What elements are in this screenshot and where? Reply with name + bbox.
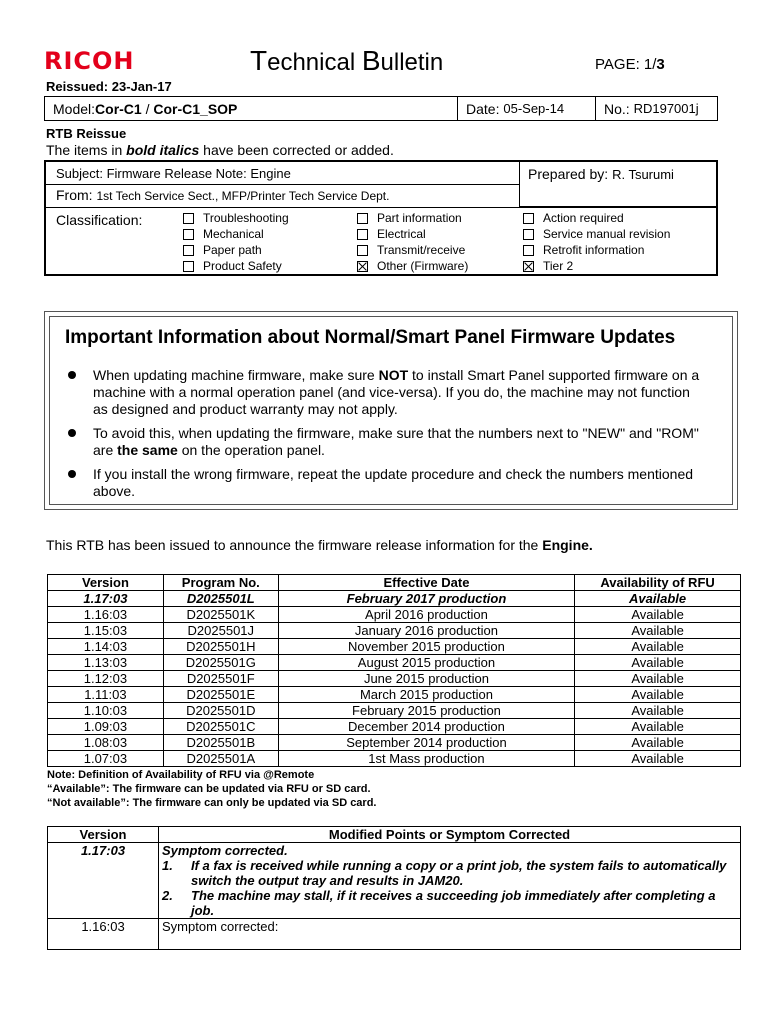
cell-version: 1.12:03: [48, 671, 164, 687]
cell-program-no: D2025501L: [163, 591, 278, 607]
table-row: [48, 751, 741, 767]
cell-version: 1.11:03: [48, 687, 164, 703]
table-row: [48, 607, 741, 623]
important-info-inner: [49, 316, 733, 505]
cell-program-no: D2025501K: [163, 607, 278, 623]
from: [46, 185, 520, 207]
col-modified-points: Modified Points or Symptom Corrected: [159, 827, 741, 843]
table-row: [48, 687, 741, 703]
list-item: [162, 858, 740, 888]
checkbox-empty-icon[interactable]: [357, 213, 368, 224]
cell-program-no: D2025501C: [163, 719, 278, 735]
bullet-1: [68, 367, 708, 418]
checkbox-label: Mechanical: [203, 227, 264, 241]
number-cell: [596, 97, 717, 120]
cell-availability: Available: [575, 703, 741, 719]
cell-version: 1.16:03: [48, 607, 164, 623]
classification-checkbox[interactable]: [523, 258, 573, 274]
intro-pre: This RTB has been issued to announce the firmware release information for the: [46, 537, 543, 553]
classification-checkbox[interactable]: [523, 242, 644, 258]
from-value: 1st Tech Service Sect., MFP/Printer Tech Service Dept.: [96, 189, 390, 203]
cell-availability: Available: [575, 719, 741, 735]
cell-availability: Available: [575, 591, 741, 607]
col-version: Version: [48, 575, 164, 591]
cell-effective-date: March 2015 production: [278, 687, 574, 703]
b1-post: to install Smart Panel supported firmware on a machine with a normal operation panel (and vice-versa). If you do, the machine may not function as designed and product warranty may not apply.: [93, 367, 700, 417]
bullet-2-text: [93, 425, 708, 459]
col-version: Version: [48, 827, 159, 843]
checkbox-label: Paper path: [203, 243, 262, 257]
number-value: RD197001j: [633, 101, 699, 116]
from-label: From:: [56, 187, 97, 203]
prepared-by: [520, 162, 716, 207]
list-item: [162, 888, 740, 918]
b2-post: on the operation panel.: [177, 442, 325, 458]
col-effective-date: Effective Date: [278, 575, 574, 591]
bullet-3-text: If you install the wrong firmware, repeat the update procedure and check the numbers mentioned above.: [93, 466, 694, 499]
classification-checkbox[interactable]: [183, 226, 264, 242]
checkbox-label: Other (Firmware): [377, 259, 469, 273]
table-row: [48, 703, 741, 719]
list-item-number: 2.: [162, 888, 173, 903]
cell-version: 1.15:03: [48, 623, 164, 639]
col-program-no: Program No.: [163, 575, 278, 591]
title-letter-t: T: [250, 45, 268, 76]
cell-program-no: D2025501F: [163, 671, 278, 687]
list-item-number: 1.: [162, 858, 173, 873]
checkbox-empty-icon[interactable]: [523, 229, 534, 240]
bullet-1-text: [93, 367, 708, 418]
checkbox-label: Part information: [377, 211, 462, 225]
title-letter-b: B: [361, 45, 381, 76]
symptom-list: [162, 858, 740, 918]
model-value-2: Cor-C1_SOP: [153, 100, 238, 117]
page-total: 3: [656, 56, 665, 73]
bulletin-info-box: [44, 160, 718, 276]
cell-effective-date: August 2015 production: [278, 655, 574, 671]
symptom-title: Symptom corrected.: [162, 843, 288, 858]
cell-program-no: D2025501E: [163, 687, 278, 703]
cell-version: 1.10:03: [48, 703, 164, 719]
intro-bold: Engine.: [542, 537, 593, 553]
note-line-2: “Available”: The firmware can be updated via RFU or SD card.: [47, 783, 371, 795]
table-row: [48, 919, 741, 950]
title-part-ulletin: ulletin: [380, 49, 444, 76]
cell-version: 1.07:03: [48, 751, 164, 767]
cell-availability: Available: [575, 671, 741, 687]
checkbox-empty-icon[interactable]: [523, 213, 534, 224]
table-row: [48, 671, 741, 687]
checkbox-label: Electrical: [377, 227, 426, 241]
cell-version: 1.13:03: [48, 655, 164, 671]
note-line-3: “Not available”: The firmware can only be updated via SD card.: [47, 797, 377, 809]
page-number: [595, 56, 665, 73]
bullet-2: [68, 425, 708, 459]
firmware-table-header: [48, 575, 741, 591]
ricoh-logo: RICOH: [44, 47, 135, 75]
important-info-box: [44, 311, 738, 510]
table-row: [48, 623, 741, 639]
modified-points-table: [47, 826, 741, 950]
checkbox-empty-icon[interactable]: [357, 245, 368, 256]
document-title: [250, 46, 443, 78]
firmware-history-table: [47, 574, 741, 767]
rfu-notes: [47, 768, 376, 810]
classification-checkbox[interactable]: [357, 242, 465, 258]
cell-availability: Available: [575, 735, 741, 751]
checkbox-label: Action required: [543, 211, 624, 225]
number-label: No.:: [604, 100, 634, 117]
table-row: [48, 719, 741, 735]
cell-version: 1.17:03: [48, 591, 164, 607]
bullet-3: [68, 466, 708, 500]
cell-program-no: D2025501J: [163, 623, 278, 639]
cell-availability: Available: [575, 639, 741, 655]
changes-table-header: [48, 827, 741, 843]
checkbox-empty-icon[interactable]: [183, 213, 194, 224]
classification-row: [46, 207, 716, 274]
cell-availability: Available: [575, 687, 741, 703]
classification-checkbox[interactable]: [183, 210, 289, 226]
cell-availability: Available: [575, 655, 741, 671]
important-title: Important Information about Normal/Smart Panel Firmware Updates: [65, 327, 676, 348]
checkbox-checked-icon[interactable]: [523, 261, 534, 272]
classification-checkbox[interactable]: [183, 258, 282, 274]
note-bold-italic: bold italics: [126, 142, 200, 158]
cell-program-no: D2025501G: [163, 655, 278, 671]
classification-checkbox[interactable]: [523, 210, 624, 226]
row-description: Symptom corrected:: [159, 919, 741, 950]
date-cell: [458, 97, 596, 120]
cell-effective-date: February 2017 production: [278, 591, 574, 607]
bullet-dot: [68, 429, 76, 437]
checkbox-label: Transmit/receive: [377, 243, 466, 257]
cell-effective-date: January 2016 production: [278, 623, 574, 639]
note-post: have been corrected or added.: [199, 142, 394, 158]
checkbox-empty-icon[interactable]: [183, 229, 194, 240]
cell-availability: Available: [575, 751, 741, 767]
intro-text: [46, 537, 593, 553]
firmware-table-body: [48, 591, 741, 767]
checkbox-checked-icon[interactable]: [357, 261, 368, 272]
classification-checkbox[interactable]: [183, 242, 262, 258]
model-label: Model:: [53, 100, 96, 117]
row-description: [159, 843, 741, 919]
b1-bold: NOT: [378, 367, 409, 383]
classification-checkbox[interactable]: [357, 226, 426, 242]
cell-program-no: D2025501A: [163, 751, 278, 767]
cell-availability: Available: [575, 607, 741, 623]
cell-program-no: D2025501D: [163, 703, 278, 719]
classification-checkbox[interactable]: [357, 210, 462, 226]
cell-effective-date: April 2016 production: [278, 607, 574, 623]
checkbox-label: Retrofit information: [543, 243, 645, 257]
model-row: [44, 96, 718, 121]
cell-version: 1.08:03: [48, 735, 164, 751]
cell-program-no: D2025501B: [163, 735, 278, 751]
page-label: PAGE: 1/: [595, 56, 657, 73]
cell-version: 1.09:03: [48, 719, 164, 735]
b2-pre: To avoid this, when updating the firmware, make sure that the numbers next to "NEW" and "ROM" are: [93, 425, 699, 458]
classification-checkbox[interactable]: [357, 258, 468, 274]
date-label: Date:: [466, 100, 504, 117]
b1-pre: When updating machine firmware, make sure: [93, 367, 379, 383]
checkbox-label: Tier 2: [543, 259, 574, 273]
b2-bold: the same: [117, 442, 178, 458]
classification-label: Classification:: [56, 212, 143, 228]
table-row: [48, 591, 741, 607]
cell-effective-date: February 2015 production: [278, 703, 574, 719]
table-row: [48, 735, 741, 751]
cell-effective-date: December 2014 production: [278, 719, 574, 735]
cell-effective-date: 1st Mass production: [278, 751, 574, 767]
checkbox-label: Service manual revision: [543, 227, 671, 241]
model-value: Cor-C1: [95, 100, 142, 117]
table-row: [48, 655, 741, 671]
row-version: 1.16:03: [48, 919, 159, 950]
classification-checkbox[interactable]: [523, 226, 670, 242]
cell-effective-date: June 2015 production: [278, 671, 574, 687]
checkbox-empty-icon[interactable]: [183, 261, 194, 272]
row-version: 1.17:03: [48, 843, 159, 919]
bold-italics-note: [46, 142, 394, 158]
title-part-echnical: echnical: [267, 49, 362, 76]
rtb-reissue-heading: RTB Reissue: [46, 126, 127, 141]
bullet-dot: [68, 470, 76, 478]
table-row: [48, 843, 741, 919]
cell-availability: Available: [575, 623, 741, 639]
checkbox-label: Troubleshooting: [203, 211, 289, 225]
model-cell: [45, 97, 458, 120]
bullet-dot: [68, 371, 76, 379]
reissued-date: Reissued: 23-Jan-17: [46, 79, 172, 94]
cell-version: 1.14:03: [48, 639, 164, 655]
checkbox-empty-icon[interactable]: [357, 229, 368, 240]
prepared-label: Prepared by:: [528, 166, 613, 182]
checkbox-empty-icon[interactable]: [183, 245, 194, 256]
cell-effective-date: September 2014 production: [278, 735, 574, 751]
cell-effective-date: November 2015 production: [278, 639, 574, 655]
model-separator: /: [141, 100, 154, 117]
checkbox-empty-icon[interactable]: [523, 245, 534, 256]
list-item-text: The machine may stall, if it receives a succeeding job immediately after completing a job.: [191, 888, 716, 918]
note-line-1: Note: Definition of Availability of RFU via @Remote: [47, 769, 315, 781]
list-item-text: If a fax is received while running a copy or a print job, the system fails to automatically switch the output tray and results in JAM20.: [191, 858, 727, 888]
date-value: 05-Sep-14: [503, 101, 565, 116]
table-row: [48, 639, 741, 655]
cell-program-no: D2025501H: [163, 639, 278, 655]
col-availability: Availability of RFU: [575, 575, 741, 591]
checkbox-label: Product Safety: [203, 259, 282, 273]
subject: Subject: Firmware Release Note: Engine: [46, 162, 520, 185]
prepared-value: R. Tsurumi: [612, 167, 674, 182]
note-pre: The items in: [46, 142, 127, 158]
